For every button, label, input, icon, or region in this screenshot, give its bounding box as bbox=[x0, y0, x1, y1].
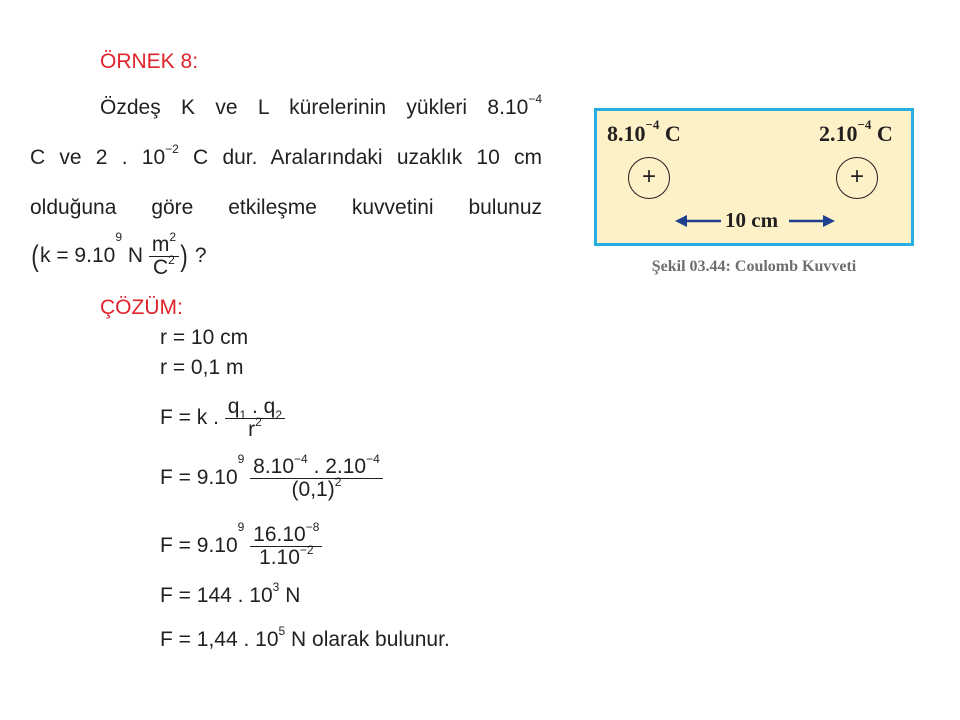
solution-step-3: F = 144 . $10^3$ N bbox=[160, 580, 301, 607]
solution-step-2: $F = 9.10^9$ $\frac{16.10^{-8}}{1.10^{-2}}$ bbox=[160, 524, 322, 569]
distance-label: 10 cm bbox=[725, 208, 779, 232]
solution-r-cm: r = 10 cm bbox=[160, 326, 249, 349]
solution-r-m: r = 0,1 m bbox=[160, 356, 244, 379]
problem-line-1: Özdeş K ve L kürelerinin yükleri $8.10^{-4}$ bbox=[100, 92, 542, 119]
charge-left-label: $8.10^{-4}$ C bbox=[607, 117, 681, 146]
sphere-l: + bbox=[836, 157, 878, 199]
sphere-k: + bbox=[628, 157, 670, 199]
solution-heading: ÇÖZÜM: bbox=[100, 296, 183, 319]
coulomb-figure bbox=[594, 108, 914, 246]
example-heading: ÖRNEK 8: bbox=[100, 50, 199, 73]
step1-fraction: $\frac{8.10^{-4} . 2.10^{-4}}{(0,1)^2}$ bbox=[250, 456, 383, 501]
solution-result: F = 1,44 . $10^5$ N olarak bulunur. bbox=[160, 624, 450, 651]
solution-formula: F = k . $\frac{q_1 . q_2}{r^2}$ bbox=[160, 396, 285, 441]
constant-k-line: ($k = 9.10^9$ N $\frac{m^2}{C^2}$ ) ? bbox=[31, 230, 207, 280]
formula-fraction: $\frac{q_1 . q_2}{r^2}$ bbox=[225, 396, 285, 441]
step2-fraction: $\frac{16.10^{-8}}{1.10^{-2}}$ bbox=[250, 524, 322, 569]
distance-indicator bbox=[675, 206, 835, 236]
k-unit-fraction: $\frac{m^2}{C^2}$ bbox=[149, 234, 179, 279]
charge-right-label: $2.10^{-4}$ C bbox=[819, 117, 893, 146]
problem-line-2: C ve 2 . $10^{-2}$ C dur. Aralarındaki uzaklık 10 cm bbox=[30, 142, 542, 169]
solution-step-1: $F = 9.10^9$ $\frac{8.10^{-4} . 2.10^{-4}}{(0,1)^2}$ bbox=[160, 456, 383, 501]
figure-caption: Şekil 03.44: Coulomb Kuvveti bbox=[651, 258, 857, 275]
problem-line-3: olduğuna göre etkileşme kuvvetini bulunuz bbox=[30, 196, 542, 219]
